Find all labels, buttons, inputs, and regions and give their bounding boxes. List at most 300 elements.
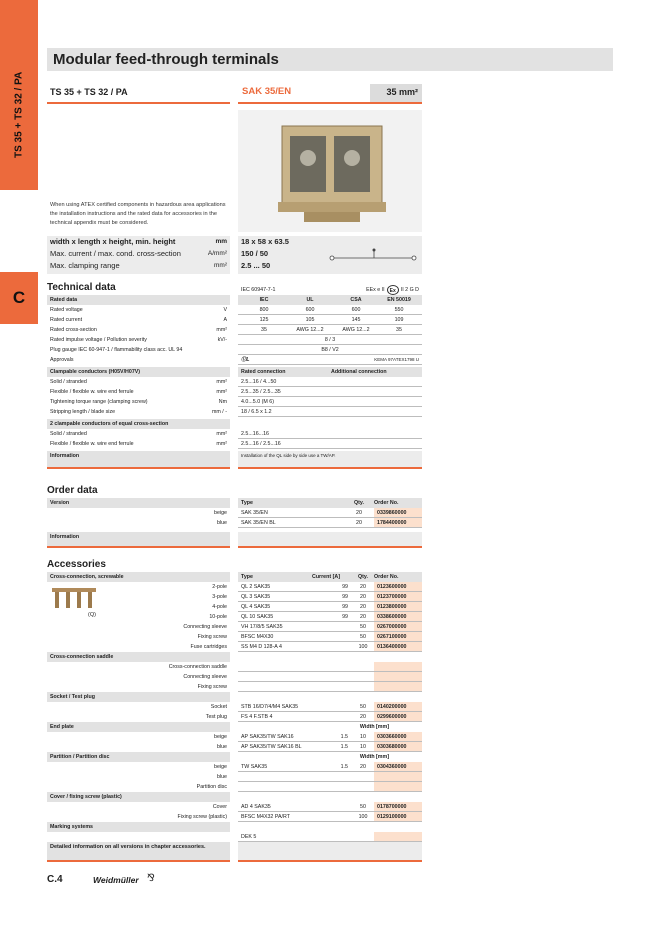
technical-left [47,295,230,469]
page-title: Modular feed-through terminals [47,48,613,71]
acc-order-number: 0123800000 [374,602,422,611]
cell: SAK 35/EN [241,510,268,516]
acc-order-number [374,662,422,671]
acc-qty: 20 [360,614,366,620]
order-columns [238,498,422,508]
acc-type: QL 2 SAK35 [241,584,271,590]
acc-type [241,662,322,671]
acc-row [238,712,422,722]
standard-row [238,285,422,295]
acc-row-label [47,812,230,822]
acc-type: QL 4 SAK35 [241,604,271,610]
col-type: Type [241,500,253,506]
tech-row [47,335,230,345]
acc-type: STB 16/D7/4/M4 SAK35 [241,704,299,710]
acc-item-label: Cross-connection saddle [168,664,227,670]
cell: 800 [259,307,269,313]
acc-qty [352,782,374,791]
cert-columns [238,295,422,305]
acc-group-title: Cross-connection, screwable [50,574,124,580]
acc-current: 1.5 [340,744,348,750]
clamp-label: Tightening torque range (clamping screw) [50,399,148,405]
order-row [238,508,422,518]
acc-current [322,812,352,821]
acc-row-label [47,732,230,742]
acc-row [238,772,422,782]
col-ul: UL [306,297,314,303]
acc-item-label: 4-pole [212,604,227,610]
ul-logo-icon: ⓊL [241,357,250,363]
info-text [238,451,422,469]
acc-current [322,632,352,641]
col-type: Type [241,574,253,580]
clamp-header-label: Clampable conductors (H05V/H07V) [50,369,141,375]
acc-item-label: Socket [210,704,227,710]
acc-row-label [47,702,230,712]
acc-order-number: 0303660000 [374,732,422,741]
acc-item-label: Fixing screw (plastic) [177,814,227,820]
acc-row-label [47,662,230,672]
connection-header [238,367,422,377]
info-row [47,451,230,469]
order-color [47,518,230,528]
approval-code: KEMA 97ATEX1798 U [374,357,419,362]
clamp-value [238,407,422,417]
acc-row [238,632,422,642]
order-info-label: Information [50,534,80,540]
cert-row [238,345,422,355]
clamp-unit: mm² [216,389,227,395]
cell: 20 [356,510,362,516]
clamp-row [47,387,230,397]
acc-spacer [238,652,422,662]
acc-row [238,762,422,772]
col-qty: Qty. [354,500,364,506]
cell: 18 / 6.5 x 1.2 [241,409,272,415]
accessories-left [47,572,230,842]
acc-item-label: 3-pole [212,594,227,600]
acc-row [238,782,422,792]
acc-row [238,602,422,612]
detail-note: Detailed information on all versions in chapter accessories. [47,842,230,862]
cell: 550 [394,307,404,313]
acc-type [241,772,322,781]
dimension-diagram-icon [328,246,418,268]
cell: 2.5...16...16 [241,431,269,437]
acc-group-title: Marking systems [50,824,93,830]
acc-type: DEK 5 [241,834,257,840]
acc-row [238,742,422,752]
two-row [47,439,230,449]
acc-spacer [238,692,422,702]
col-iec: IEC [259,297,269,303]
clamp-row [47,397,230,407]
acc-item-label: Cover [212,804,227,810]
acc-qty: 50 [360,804,366,810]
acc-group-header [47,822,230,832]
info-label: Information [50,453,80,459]
acc-row [238,662,422,672]
acc-row [238,582,422,592]
spec-label: width x length x height, min. height [50,237,176,246]
cell: B8 / V2 [321,347,339,353]
acc-current [322,702,352,711]
spec-values [238,236,422,274]
acc-group-header [47,752,230,762]
tech-label: Rated voltage [50,307,83,313]
spec-unit: mm [215,238,227,245]
acc-qty: 50 [360,634,366,640]
acc-order-number: 0338600000 [374,612,422,621]
cell: 8 / 3 [324,337,336,343]
acc-order-number: 0123700000 [374,592,422,601]
spec-unit: mm² [214,262,227,269]
clamp-label: Stripping length / blade size [50,409,116,415]
cert-row [238,325,422,335]
acc-item-label: Partition disc [196,784,227,790]
acc-order-number: 0129100000 [374,812,422,821]
cell: 2.5...16 / 4...50 [241,379,277,385]
order-right [238,498,422,548]
acc-qty: 100 [358,814,368,820]
acc-qty [352,832,374,841]
product-image [238,110,422,232]
two-unit: mm² [216,441,227,447]
acc-order-number: 0304360000 [374,762,422,771]
acc-order-number [374,832,422,841]
acc-item-label: Connecting sleeve [183,674,227,680]
spec-row [47,260,230,272]
acc-group-title: Socket / Test plug [50,694,95,700]
cell: 600 [305,307,315,313]
acc-order-number: 0299600000 [374,712,422,721]
acc-order-number: 0123600000 [374,582,422,591]
clamp-row [47,377,230,387]
cell: 145 [351,317,361,323]
acc-qty: 50 [360,624,366,630]
tech-unit: kV/- [217,337,227,343]
tech-row [47,355,230,365]
acc-type: SS M4 D 128-A 4 [241,644,282,650]
acc-group-header [47,792,230,802]
acc-qty [352,772,374,781]
acc-row [238,702,422,712]
acc-current: 99 [342,604,348,610]
acc-current: 99 [342,594,348,600]
tech-label: Rated cross-section [50,327,97,333]
spec-label: Max. clamping range [50,261,120,270]
clamp-unit: mm / - [211,409,227,415]
acc-type: TW SAK35 [241,764,268,770]
acc-type: QL 3 SAK35 [241,594,271,600]
cell: 109 [394,317,404,323]
acc-row [238,812,422,822]
acc-row-label [47,762,230,772]
standard-label: IEC 60947-7-1 [241,287,276,293]
acc-order-number: 0267100000 [374,632,422,641]
cert-row [238,305,422,315]
side-tab-label: TS 35 + TS 32 / PA [13,71,25,159]
acc-qty: 20 [360,764,366,770]
tech-unit: A [223,317,227,323]
acc-current: 1.5 [340,764,348,770]
acc-type: VH 17/8/5 SAK35 [241,624,283,630]
order-info [47,532,230,548]
cell: 35 [396,327,402,333]
cell: 125 [259,317,269,323]
acc-row-label [47,642,230,652]
acc-current [322,782,352,791]
acc-qty [352,682,374,691]
detail-note-box [238,842,422,862]
acc-qty: 10 [360,734,366,740]
acc-current: 1.5 [340,734,348,740]
acc-spacer [238,792,422,802]
chapter-tab: C [0,272,38,324]
acc-current: 99 [342,614,348,620]
acc-item-label: beige [214,764,227,770]
version-label: Version [50,500,70,506]
side-tab [0,0,38,190]
ex-icon: Ex [387,285,399,295]
col-current: Current [A] [312,574,340,580]
spec-row [47,236,230,248]
clamp-label: Flexible / flexible w. wire end ferrule [50,389,134,395]
two-label: Solid / stranded [50,431,87,437]
acc-row-label [47,712,230,722]
rated-connection: Rated connection [241,369,286,375]
clamp-row [47,407,230,417]
acc-item-label: Connecting sleeve [183,624,227,630]
tech-unit: mm² [216,327,227,333]
acc-current [322,662,352,671]
tech-label: Rated current [50,317,83,323]
acc-qty: 50 [360,704,366,710]
acc-qty: 100 [358,644,368,650]
acc-type: AP SAK35/TW SAK16 BL [241,744,302,750]
atex-note: When using ATEX certified components in hazardous area applications the installation instructions and the rated data for accessories in the technical appendix must be considered. [50,202,226,226]
q-label: (Q) [88,612,96,618]
cell: 35 [261,327,267,333]
acc-type: FS 4 F.STB 4 [241,714,273,720]
color-label: blue [216,520,227,526]
acc-qty: 20 [360,604,366,610]
acc-current [322,672,352,681]
tech-unit [199,345,227,355]
tech-label: Approvals [50,357,74,363]
spec-block [47,236,230,274]
acc-row-label [47,742,230,752]
page-number: C.4 [47,874,63,885]
accessories-right [238,572,422,842]
spec-row [47,248,230,260]
acc-item-label: 2-pole [212,584,227,590]
acc-row-label [47,782,230,792]
acc-sub-header [238,722,422,732]
acc-order-number: 0303680000 [374,742,422,751]
acc-row [238,682,422,692]
acc-group-title: End plate [50,724,74,730]
acc-qty: 20 [360,714,366,720]
acc-row [238,732,422,742]
acc-row [238,672,422,682]
acc-type: BFSC M4X32 PA/RT [241,814,290,820]
cert-row [238,315,422,325]
acc-item-label [50,832,227,842]
technical-right [238,285,422,469]
two-header-label: 2 clampable conductors of equal cross-section [50,421,169,427]
clamp-value [238,387,422,397]
accessories-heading: Accessories [47,559,106,570]
acc-order-number [374,682,422,691]
clamp-unit: Nm [218,399,227,405]
acc-qty [352,662,374,671]
acc-order-number [374,782,422,791]
technical-heading: Technical data [47,282,116,293]
two-row [47,429,230,439]
order-heading: Order data [47,485,98,496]
acc-type: AP SAK35/TW SAK16 [241,734,294,740]
col-csa: CSA [350,297,362,303]
acc-order-number: 0178700000 [374,802,422,811]
acc-item-label: blue [216,774,227,780]
clamp-header [47,367,230,377]
acc-qty: 20 [360,594,366,600]
acc-order-number [374,672,422,681]
cert-row [238,335,422,345]
col-order-no: Order No. [374,500,399,506]
cell: SAK 35/EN BL [241,520,276,526]
spec-value: 2.5 ... 50 [241,261,271,270]
acc-current [322,772,352,781]
acc-row [238,592,422,602]
approvals-row [238,355,422,365]
clamp-value [238,377,422,387]
acc-row-label [47,802,230,812]
acc-type: QL 10 SAK35 [241,614,274,620]
cell: 600 [351,307,361,313]
acc-item-label: Fixing screw [197,634,227,640]
width-label: Width [mm] [359,754,389,760]
acc-current [322,642,352,651]
acc-qty: 20 [360,584,366,590]
acc-group-header [47,722,230,732]
spacer [238,419,422,429]
cell: 2.5...35 / 2.5...35 [241,389,281,395]
two-unit: mm² [216,431,227,437]
rated-header [47,295,230,305]
clamp-label: Solid / stranded [50,379,87,385]
additional-connection: Additional connection [331,369,387,375]
order-info-box [238,532,422,548]
clamp-value [238,397,422,407]
terminal-block-illustration [238,110,422,232]
two-conductor-header [47,419,230,429]
acc-group-header [47,692,230,702]
acc-item-label: blue [216,744,227,750]
rail-header: TS 35 + TS 32 / PA [47,84,230,104]
tech-label: Plug gauge IEC 60-947-1 / flammability class acc. UL 94 [50,347,183,353]
tech-row [47,305,230,315]
version-header [47,498,230,508]
acc-item-label: beige [214,734,227,740]
acc-item-label: Fixing screw [197,684,227,690]
spec-label: Max. current / max. cond. cross-section [50,249,181,258]
acc-row-label [47,632,230,642]
cell: 4.0...5.0 (M 6) [241,399,274,405]
acc-current [322,802,352,811]
cell: AWG 12...2 [296,327,324,333]
acc-group-header [47,652,230,662]
acc-row [238,622,422,632]
acc-item-label: Fuse cartridges [190,644,227,650]
spec-value: 18 x 58 x 63.5 [241,237,289,246]
acc-current [322,832,352,841]
col-en: EN 50019 [387,297,411,303]
acc-current [322,622,352,631]
two-value [238,429,422,439]
brand-logo: Weidmüller [93,875,139,885]
clamp-unit: mm² [216,379,227,385]
col-order-no: Order No. [374,574,399,580]
acc-type [241,782,322,791]
tech-label: Rated impulse voltage / Pollution severity [50,337,147,343]
tech-row [47,325,230,335]
acc-row [238,832,422,842]
col-qty: Qty. [358,574,368,580]
acc-qty: 10 [360,744,366,750]
acc-row-label [47,772,230,782]
acc-columns [238,572,422,582]
acc-row-label [47,832,230,842]
acc-row [238,642,422,652]
acc-row-label [47,672,230,682]
cell: 2.5...16 / 2.5...16 [241,441,281,447]
acc-type [241,682,322,691]
acc-type [241,672,322,681]
order-number: 0339860000 [374,508,422,517]
eex-class: II 2 G D [400,287,419,293]
order-left [47,498,230,548]
acc-order-number: 0267000000 [374,622,422,631]
brand-icon: ⅋ [147,873,155,884]
cell: AWG 12...2 [342,327,370,333]
size-header: 35 mm² [370,84,422,104]
two-label: Flexible / flexible w. wire end ferrule [50,441,134,447]
acc-group-title: Partition / Partition disc [50,754,110,760]
tech-row [47,315,230,325]
acc-type: AD 4 SAK35 [241,804,271,810]
acc-sub-header [238,752,422,762]
acc-group-header [47,572,230,582]
acc-qty [352,672,374,681]
acc-row-label [47,622,230,632]
acc-row [238,612,422,622]
acc-order-number: 0136400000 [374,642,422,651]
two-value [238,439,422,449]
acc-row [238,802,422,812]
info-text-label: Installation of the QL side by side use a TW/AP. [241,453,336,458]
acc-current: 99 [342,584,348,590]
acc-group-title: Cover / fixing screw (plastic) [50,794,122,800]
acc-order-number: 0140200000 [374,702,422,711]
acc-current [322,712,352,721]
cell: 20 [356,520,362,526]
tech-row [47,345,230,355]
acc-order-number [374,772,422,781]
acc-row-label [47,682,230,692]
order-color [47,508,230,518]
